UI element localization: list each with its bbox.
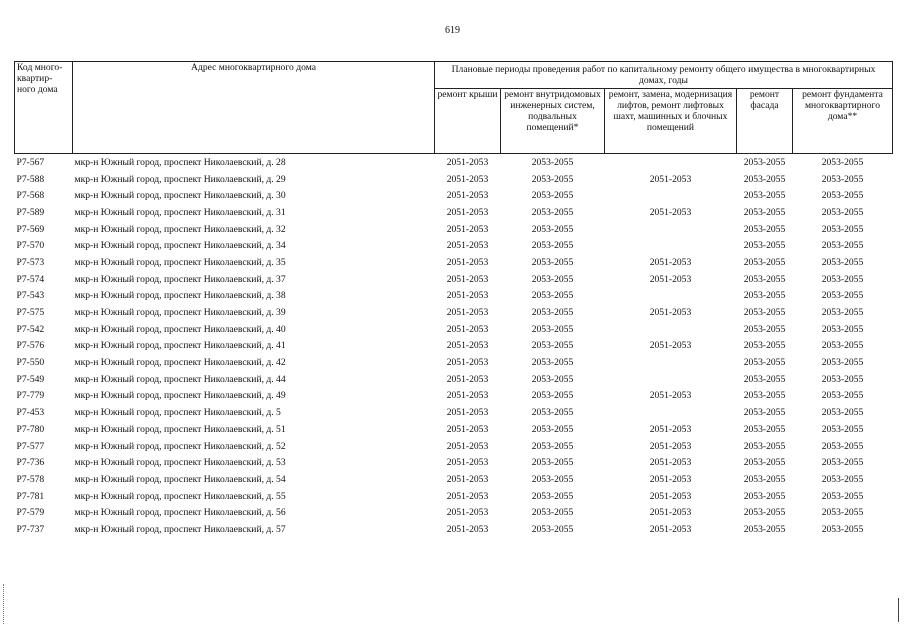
cell-code: Р7-569 bbox=[16, 223, 45, 235]
cell-code: Р7-781 bbox=[16, 490, 45, 502]
cell-lifts: 2051-2053 bbox=[649, 440, 692, 452]
table-row bbox=[15, 421, 893, 438]
table-row bbox=[15, 388, 893, 405]
cell-roof: 2051-2053 bbox=[446, 256, 489, 268]
cell-facade: 2053-2055 bbox=[743, 523, 786, 535]
cell-roof: 2051-2053 bbox=[446, 440, 489, 452]
cell-facade: 2053-2055 bbox=[743, 223, 786, 235]
cell-roof: 2051-2053 bbox=[446, 307, 489, 319]
cell-roof: 2051-2053 bbox=[446, 473, 489, 485]
table-row bbox=[15, 154, 893, 171]
cell-engineering: 2053-2055 bbox=[531, 507, 574, 519]
cell-foundation: 2053-2055 bbox=[821, 323, 864, 335]
header-engineering: ремонт внутридомовых инженерных систем, подвальных помещений* bbox=[501, 89, 605, 154]
cell-engineering: 2053-2055 bbox=[531, 440, 574, 452]
cell-foundation: 2053-2055 bbox=[821, 490, 864, 502]
table-row bbox=[15, 237, 893, 254]
cell-facade: 2053-2055 bbox=[743, 490, 786, 502]
cell-address: мкр-н Южный город, проспект Николаевский, д. 30 bbox=[74, 190, 286, 202]
cell-engineering: 2053-2055 bbox=[531, 373, 574, 385]
cell-roof: 2051-2053 bbox=[446, 173, 489, 185]
table-row bbox=[15, 338, 893, 355]
cell-lifts bbox=[605, 404, 737, 421]
cell-lifts: 2051-2053 bbox=[649, 457, 692, 469]
table-row bbox=[15, 187, 893, 204]
cell-lifts: 2051-2053 bbox=[649, 273, 692, 285]
cell-facade: 2053-2055 bbox=[743, 507, 786, 519]
table-row bbox=[15, 354, 893, 371]
cell-facade: 2053-2055 bbox=[743, 390, 786, 402]
cell-foundation: 2053-2055 bbox=[821, 423, 864, 435]
cell-address: мкр-н Южный город, проспект Николаевский, д. 40 bbox=[74, 323, 286, 335]
cell-address: мкр-н Южный город, проспект Николаевский, д. 28 bbox=[74, 156, 286, 168]
cell-address: мкр-н Южный город, проспект Николаевский, д. 56 bbox=[74, 507, 286, 519]
table-row bbox=[15, 504, 893, 521]
cell-foundation: 2053-2055 bbox=[821, 473, 864, 485]
cell-facade: 2053-2055 bbox=[743, 440, 786, 452]
cell-code: Р7-737 bbox=[16, 523, 45, 535]
cell-roof: 2051-2053 bbox=[446, 240, 489, 252]
cell-lifts: 2051-2053 bbox=[649, 507, 692, 519]
cell-lifts bbox=[605, 288, 737, 305]
cell-address: мкр-н Южный город, проспект Николаевский, д. 41 bbox=[74, 340, 286, 352]
cell-foundation: 2053-2055 bbox=[821, 156, 864, 168]
cell-foundation: 2053-2055 bbox=[821, 256, 864, 268]
cell-roof: 2051-2053 bbox=[446, 223, 489, 235]
cell-engineering: 2053-2055 bbox=[531, 206, 574, 218]
cell-engineering: 2053-2055 bbox=[531, 173, 574, 185]
cell-address: мкр-н Южный город, проспект Николаевский, д. 52 bbox=[74, 440, 286, 452]
capital-repair-schedule-table bbox=[14, 61, 893, 538]
table-row bbox=[15, 288, 893, 305]
cell-engineering: 2053-2055 bbox=[531, 523, 574, 535]
cell-roof: 2051-2053 bbox=[446, 390, 489, 402]
cell-foundation: 2053-2055 bbox=[821, 373, 864, 385]
header-periods: Плановые периоды проведения работ по капитальному ремонту общего имущества в многоквартирных домах, годы bbox=[435, 62, 893, 89]
cell-engineering: 2053-2055 bbox=[531, 357, 574, 369]
cell-foundation: 2053-2055 bbox=[821, 340, 864, 352]
cell-roof: 2051-2053 bbox=[446, 190, 489, 202]
cell-foundation: 2053-2055 bbox=[821, 407, 864, 419]
header-roof: ремонт крыши bbox=[435, 89, 501, 154]
table-row bbox=[15, 371, 893, 388]
cell-engineering: 2053-2055 bbox=[531, 156, 574, 168]
cell-address: мкр-н Южный город, проспект Николаевский, д. 32 bbox=[74, 223, 286, 235]
cell-facade: 2053-2055 bbox=[743, 156, 786, 168]
cell-foundation: 2053-2055 bbox=[821, 173, 864, 185]
cell-roof: 2051-2053 bbox=[446, 290, 489, 302]
cell-facade: 2053-2055 bbox=[743, 340, 786, 352]
cell-address: мкр-н Южный город, проспект Николаевский, д. 53 bbox=[74, 457, 286, 469]
cell-address: мкр-н Южный город, проспект Николаевский, д. 34 bbox=[74, 240, 286, 252]
cell-lifts bbox=[605, 371, 737, 388]
cell-lifts bbox=[605, 154, 737, 171]
cell-code: Р7-779 bbox=[16, 390, 45, 402]
cell-lifts bbox=[605, 237, 737, 254]
cell-facade: 2053-2055 bbox=[743, 373, 786, 385]
cell-facade: 2053-2055 bbox=[743, 473, 786, 485]
cell-facade: 2053-2055 bbox=[743, 256, 786, 268]
cell-roof: 2051-2053 bbox=[446, 407, 489, 419]
table-row bbox=[15, 221, 893, 238]
cell-lifts: 2051-2053 bbox=[649, 490, 692, 502]
cell-address: мкр-н Южный город, проспект Николаевский, д. 39 bbox=[74, 307, 286, 319]
cell-code: Р7-575 bbox=[16, 307, 45, 319]
cell-facade: 2053-2055 bbox=[743, 407, 786, 419]
cell-code: Р7-567 bbox=[16, 156, 45, 168]
cell-address: мкр-н Южный город, проспект Николаевский, д. 49 bbox=[74, 390, 286, 402]
cell-address: мкр-н Южный город, проспект Николаевский, д. 57 bbox=[74, 523, 286, 535]
cell-facade: 2053-2055 bbox=[743, 423, 786, 435]
cell-foundation: 2053-2055 bbox=[821, 273, 864, 285]
cell-address: мкр-н Южный город, проспект Николаевский, д. 31 bbox=[74, 206, 286, 218]
cell-engineering: 2053-2055 bbox=[531, 340, 574, 352]
cell-lifts: 2051-2053 bbox=[649, 523, 692, 535]
cell-foundation: 2053-2055 bbox=[821, 440, 864, 452]
cell-engineering: 2053-2055 bbox=[531, 256, 574, 268]
header-foundation: ремонт фундамента многоквартирного дома** bbox=[793, 89, 893, 154]
cell-lifts: 2051-2053 bbox=[649, 173, 692, 185]
cell-engineering: 2053-2055 bbox=[531, 290, 574, 302]
scan-edge-mark bbox=[898, 598, 899, 622]
cell-lifts: 2051-2053 bbox=[649, 206, 692, 218]
cell-address: мкр-н Южный город, проспект Николаевский, д. 29 bbox=[74, 173, 286, 185]
cell-roof: 2051-2053 bbox=[446, 273, 489, 285]
table-row bbox=[15, 488, 893, 505]
cell-engineering: 2053-2055 bbox=[531, 273, 574, 285]
cell-address: мкр-н Южный город, проспект Николаевский, д. 37 bbox=[74, 273, 286, 285]
header-facade: ремонт фасада bbox=[737, 89, 793, 154]
cell-lifts: 2051-2053 bbox=[649, 423, 692, 435]
cell-address: мкр-н Южный город, проспект Николаевский, д. 44 bbox=[74, 373, 286, 385]
table-row bbox=[15, 171, 893, 188]
cell-code: Р7-579 bbox=[16, 507, 45, 519]
table-row bbox=[15, 304, 893, 321]
header-code: Код много-квартир-ного дома bbox=[15, 62, 73, 154]
table-row bbox=[15, 404, 893, 421]
cell-code: Р7-453 bbox=[16, 407, 45, 419]
cell-foundation: 2053-2055 bbox=[821, 523, 864, 535]
cell-foundation: 2053-2055 bbox=[821, 390, 864, 402]
cell-code: Р7-549 bbox=[16, 373, 45, 385]
table-row bbox=[15, 204, 893, 221]
cell-engineering: 2053-2055 bbox=[531, 223, 574, 235]
cell-roof: 2051-2053 bbox=[446, 206, 489, 218]
cell-code: Р7-780 bbox=[16, 423, 45, 435]
cell-roof: 2051-2053 bbox=[446, 156, 489, 168]
table-row bbox=[15, 321, 893, 338]
cell-facade: 2053-2055 bbox=[743, 240, 786, 252]
cell-engineering: 2053-2055 bbox=[531, 307, 574, 319]
cell-facade: 2053-2055 bbox=[743, 323, 786, 335]
cell-code: Р7-578 bbox=[16, 473, 45, 485]
cell-foundation: 2053-2055 bbox=[821, 507, 864, 519]
cell-engineering: 2053-2055 bbox=[531, 190, 574, 202]
cell-roof: 2051-2053 bbox=[446, 373, 489, 385]
table-row bbox=[15, 254, 893, 271]
cell-lifts: 2051-2053 bbox=[649, 340, 692, 352]
cell-code: Р7-568 bbox=[16, 190, 45, 202]
cell-facade: 2053-2055 bbox=[743, 173, 786, 185]
cell-code: Р7-574 bbox=[16, 273, 45, 285]
cell-engineering: 2053-2055 bbox=[531, 473, 574, 485]
cell-lifts bbox=[605, 321, 737, 338]
cell-engineering: 2053-2055 bbox=[531, 240, 574, 252]
cell-address: мкр-н Южный город, проспект Николаевский, д. 51 bbox=[74, 423, 286, 435]
cell-facade: 2053-2055 bbox=[743, 206, 786, 218]
cell-roof: 2051-2053 bbox=[446, 423, 489, 435]
cell-address: мкр-н Южный город, проспект Николаевский, д. 5 bbox=[74, 407, 281, 419]
cell-roof: 2051-2053 bbox=[446, 457, 489, 469]
scan-edge-mark bbox=[3, 584, 8, 624]
cell-lifts: 2051-2053 bbox=[649, 307, 692, 319]
cell-code: Р7-576 bbox=[16, 340, 45, 352]
cell-code: Р7-736 bbox=[16, 457, 45, 469]
cell-foundation: 2053-2055 bbox=[821, 457, 864, 469]
cell-engineering: 2053-2055 bbox=[531, 457, 574, 469]
cell-lifts: 2051-2053 bbox=[649, 390, 692, 402]
cell-lifts: 2051-2053 bbox=[649, 256, 692, 268]
cell-engineering: 2053-2055 bbox=[531, 323, 574, 335]
cell-engineering: 2053-2055 bbox=[531, 423, 574, 435]
cell-code: Р7-573 bbox=[16, 256, 45, 268]
cell-code: Р7-570 bbox=[16, 240, 45, 252]
cell-engineering: 2053-2055 bbox=[531, 407, 574, 419]
cell-lifts bbox=[605, 187, 737, 204]
cell-foundation: 2053-2055 bbox=[821, 206, 864, 218]
cell-address: мкр-н Южный город, проспект Николаевский, д. 35 bbox=[74, 256, 286, 268]
cell-lifts bbox=[605, 354, 737, 371]
cell-code: Р7-589 bbox=[16, 206, 45, 218]
cell-foundation: 2053-2055 bbox=[821, 240, 864, 252]
cell-roof: 2051-2053 bbox=[446, 323, 489, 335]
header-address: Адрес многоквартирного дома bbox=[73, 62, 435, 154]
page-number: 619 bbox=[445, 25, 460, 36]
cell-engineering: 2053-2055 bbox=[531, 390, 574, 402]
header-lifts: ремонт, замена, модернизация лифтов, ремонт лифтовых шахт, машинных и блочных помещений bbox=[605, 89, 737, 154]
cell-code: Р7-577 bbox=[16, 440, 45, 452]
table-row bbox=[15, 471, 893, 488]
cell-address: мкр-н Южный город, проспект Николаевский, д. 38 bbox=[74, 290, 286, 302]
cell-address: мкр-н Южный город, проспект Николаевский, д. 42 bbox=[74, 357, 286, 369]
cell-roof: 2051-2053 bbox=[446, 507, 489, 519]
cell-code: Р7-542 bbox=[16, 323, 45, 335]
table-body bbox=[15, 154, 893, 538]
cell-facade: 2053-2055 bbox=[743, 457, 786, 469]
cell-facade: 2053-2055 bbox=[743, 190, 786, 202]
cell-lifts: 2051-2053 bbox=[649, 473, 692, 485]
cell-code: Р7-543 bbox=[16, 290, 45, 302]
cell-code: Р7-550 bbox=[16, 357, 45, 369]
cell-foundation: 2053-2055 bbox=[821, 357, 864, 369]
cell-facade: 2053-2055 bbox=[743, 290, 786, 302]
cell-facade: 2053-2055 bbox=[743, 273, 786, 285]
cell-address: мкр-н Южный город, проспект Николаевский, д. 55 bbox=[74, 490, 286, 502]
cell-roof: 2051-2053 bbox=[446, 357, 489, 369]
table-row bbox=[15, 521, 893, 538]
cell-roof: 2051-2053 bbox=[446, 490, 489, 502]
cell-roof: 2051-2053 bbox=[446, 340, 489, 352]
table-row bbox=[15, 454, 893, 471]
cell-code: Р7-588 bbox=[16, 173, 45, 185]
cell-facade: 2053-2055 bbox=[743, 307, 786, 319]
cell-facade: 2053-2055 bbox=[743, 357, 786, 369]
table-row bbox=[15, 271, 893, 288]
cell-lifts bbox=[605, 221, 737, 238]
cell-foundation: 2053-2055 bbox=[821, 190, 864, 202]
cell-roof: 2051-2053 bbox=[446, 523, 489, 535]
cell-foundation: 2053-2055 bbox=[821, 223, 864, 235]
table-row bbox=[15, 438, 893, 455]
cell-engineering: 2053-2055 bbox=[531, 490, 574, 502]
cell-foundation: 2053-2055 bbox=[821, 307, 864, 319]
cell-address: мкр-н Южный город, проспект Николаевский, д. 54 bbox=[74, 473, 286, 485]
cell-foundation: 2053-2055 bbox=[821, 290, 864, 302]
table-header bbox=[15, 62, 893, 154]
